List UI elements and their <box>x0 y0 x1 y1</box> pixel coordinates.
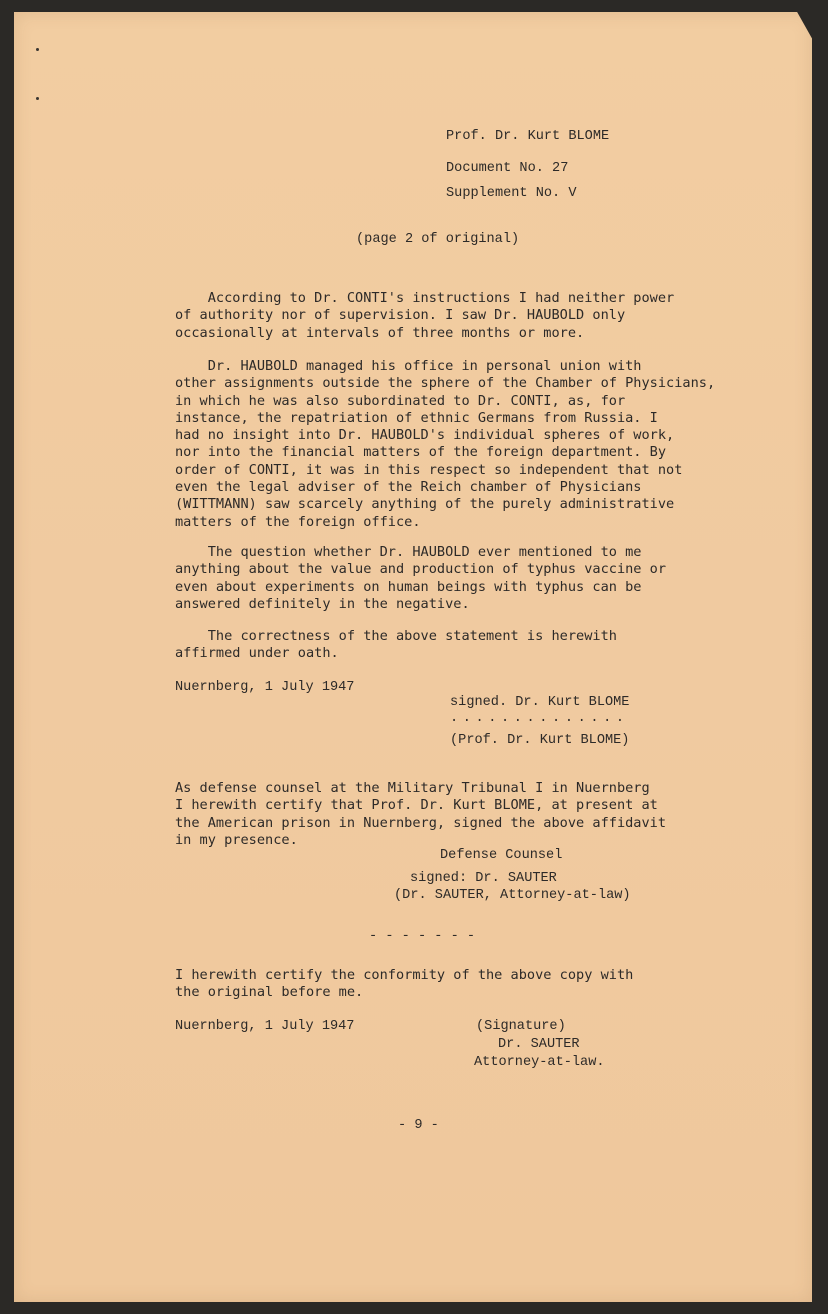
certification-name: (Dr. SAUTER, Attorney-at-law) <box>394 888 631 903</box>
paper-speck <box>36 48 39 51</box>
affidavit-name: (Prof. Dr. Kurt BLOME) <box>450 733 630 748</box>
header-supplement: Supplement No. V <box>446 186 577 201</box>
conformity-signature: (Signature) <box>476 1019 566 1034</box>
certification-role: Defense Counsel <box>440 848 563 863</box>
page-note: (page 2 of original) <box>356 232 520 247</box>
separator-dashes: - - - - - - - <box>369 929 476 944</box>
body-paragraph-3: The question whether Dr. HAUBOLD ever mentioned to me anything about the value and production of typhus vaccine or even about experiments on human beings with typhus can be answered definitely in the negative. <box>175 544 667 612</box>
affidavit-place-date: Nuernberg, 1 July 1947 <box>175 680 355 695</box>
signature-dots: .............. <box>450 711 629 726</box>
affidavit-signed: signed. Dr. Kurt BLOME <box>450 695 630 710</box>
header-author: Prof. Dr. Kurt BLOME <box>446 129 610 144</box>
torn-corner <box>796 10 814 42</box>
page-number: - 9 - <box>398 1118 439 1133</box>
conformity-name: Dr. SAUTER <box>498 1037 580 1052</box>
body-paragraph-2: Dr. HAUBOLD managed his office in personal union with other assignments outside the sphere of the Chamber of Physicians, in which he was also subordinated to Dr. CONTI, as, for instance, the repatriation of ethnic Germans from Russia. I had no insight into Dr. HAUBOLD's individual spheres of work, nor into the financial matters of the foreign department. By order of CONTI, it was in this respect so independent that not even the legal adviser of the Reich chamber of Physicians (WITTMANN) saw scarcely anything of the purely administrative matters of the foreign office. <box>175 358 716 530</box>
conformity-place-date: Nuernberg, 1 July 1947 <box>175 1019 355 1034</box>
body-paragraph-1: According to Dr. CONTI's instructions I had neither power of authority nor of supervision. I saw Dr. HAUBOLD only occasionally at intervals of three months or more. <box>175 290 675 341</box>
body-paragraph-4: The correctness of the above statement is herewith affirmed under oath. <box>175 628 617 662</box>
certification-signed: signed: Dr. SAUTER <box>410 871 557 886</box>
conformity-title: Attorney-at-law. <box>474 1055 605 1070</box>
conformity-text: I herewith certify the conformity of the above copy with the original before me. <box>175 967 634 1001</box>
document-page <box>14 12 812 1302</box>
header-document-no: Document No. 27 <box>446 161 569 176</box>
certification-text: As defense counsel at the Military Tribunal I in Nuernberg I herewith certify that Prof. Dr. Kurt BLOME, at present at the American prison in Nuernberg, signed the above affidavit in my presence. <box>175 780 667 848</box>
paper-speck <box>36 97 39 100</box>
